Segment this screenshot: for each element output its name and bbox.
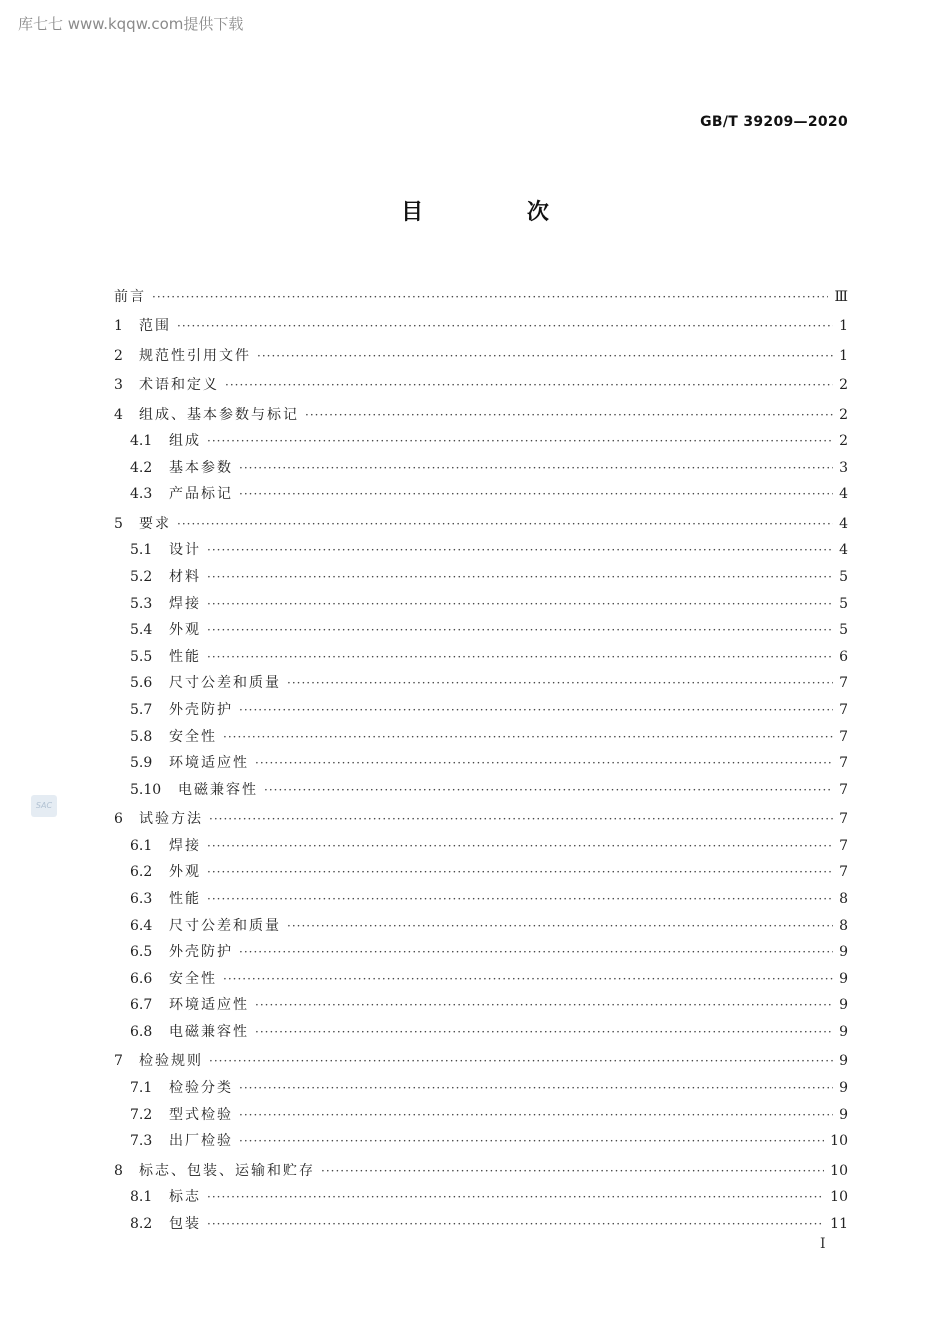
page-title: 目 次 [401,200,597,225]
toc-entry[interactable] [114,772,848,799]
toc-entry-number: 6.4 [130,917,153,934]
toc-entry[interactable] [114,586,848,613]
toc-entry[interactable] [114,477,848,504]
toc-entry-page: 7 [839,728,848,745]
toc-leader-dots [207,1215,824,1233]
table-of-contents [114,276,848,1233]
toc-entry-page: 2 [839,406,848,423]
toc-entry-number: 5.2 [130,568,153,585]
toc-entry-number: 3 [114,377,123,393]
toc-leader-dots [207,837,833,855]
toc-entry-label: 安全性 [169,728,217,745]
toc-entry-page: 9 [839,944,848,961]
toc-entry-label: 检验分类 [169,1080,233,1097]
toc-leader-dots [239,1106,833,1124]
toc-entry-number: 5.1 [130,542,153,559]
toc-leader-dots [223,728,833,746]
toc-entry-label: 型式检验 [169,1106,233,1123]
toc-entry-page: 9 [839,1053,848,1070]
toc-entry-page: 7 [839,755,848,772]
toc-entry-label: 焊接 [169,837,201,854]
toc-entry-number: 5.7 [130,701,153,718]
toc-entry-number: 6.2 [130,864,153,881]
toc-entry-label: 标志 [169,1189,201,1206]
toc-entry-number: 5.9 [130,755,153,772]
toc-entry-label: 环境适应性 [169,997,249,1014]
sac-logo: SAC [31,795,57,817]
toc-entry[interactable] [114,961,848,988]
toc-entry[interactable] [114,855,848,882]
toc-entry[interactable] [114,450,848,477]
toc-entry-page: Ⅲ [834,288,848,305]
toc-entry-page: 3 [839,459,848,476]
toc-entry[interactable] [114,746,848,773]
toc-entry-label: 外观 [169,864,201,881]
toc-entry-number: 6.1 [130,837,153,854]
toc-entry-number: 6.7 [130,997,153,1014]
toc-entry-page: 2 [839,433,848,450]
toc-entry[interactable] [114,503,848,533]
toc-leader-dots [321,1162,824,1180]
toc-entry-number: 1 [114,318,123,334]
toc-entry-page: 10 [830,1189,848,1206]
toc-entry[interactable] [114,424,848,451]
toc-entry-number: 7.2 [130,1106,153,1123]
toc-entry-number: 6.8 [130,1023,153,1040]
toc-entry-number: 6 [114,811,123,828]
toc-leader-dots [207,432,833,450]
toc-entry-label: 尺寸公差和质量 [169,917,281,934]
toc-leader-dots [177,317,833,335]
toc-entry-page: 8 [839,917,848,934]
toc-entry-page: 5 [839,568,848,585]
toc-entry-label: 安全性 [169,970,217,987]
toc-leader-dots [225,376,833,394]
toc-entry-page: 6 [839,648,848,665]
toc-entry-number: 7.3 [130,1133,153,1150]
toc-entry-number: 5.3 [130,595,153,612]
toc-leader-dots [239,459,833,477]
toc-entry-page: 10 [830,1133,848,1150]
toc-entry-label: 尺寸公差和质量 [169,675,281,692]
toc-entry-page: 1 [839,347,848,364]
toc-leader-dots [264,781,833,799]
toc-entry[interactable] [114,306,848,336]
toc-entry-page: 7 [839,811,848,828]
toc-entry-label: 外壳防护 [169,944,233,961]
toc-entry-label: 检验规则 [139,1053,203,1070]
toc-entry[interactable] [114,1124,848,1151]
toc-leader-dots [287,674,833,692]
toc-entry-page: 4 [839,486,848,503]
toc-entry-label: 范围 [139,318,171,334]
toc-entry-page: 4 [839,515,848,532]
toc-leader-dots [207,568,833,586]
toc-entry-number: 8.1 [130,1189,153,1206]
toc-entry-label: 要求 [139,515,171,532]
toc-entry[interactable] [114,365,848,395]
toc-leader-dots [255,754,833,772]
toc-leader-dots [287,917,833,935]
toc-entry-label: 材料 [169,568,201,585]
page-number: I [820,1236,826,1252]
toc-entry-label: 组成 [169,433,201,450]
toc-entry-number: 5.8 [130,728,153,745]
toc-entry-number: 8 [114,1162,123,1179]
toc-entry-label: 环境适应性 [169,755,249,772]
toc-entry-page: 9 [839,970,848,987]
toc-leader-dots [223,970,833,988]
toc-leader-dots [207,890,833,908]
toc-leader-dots [239,943,833,961]
toc-entry-page: 9 [839,997,848,1014]
toc-entry-label: 电磁兼容性 [169,1023,249,1040]
toc-leader-dots [152,288,828,306]
toc-entry-label: 试验方法 [139,811,203,828]
toc-entry[interactable] [114,1180,848,1207]
toc-leader-dots [255,1023,833,1041]
toc-entry-label: 基本参数 [169,459,233,476]
toc-entry-page: 7 [839,837,848,854]
toc-entry-number: 4.3 [130,486,153,503]
toc-entry[interactable] [114,828,848,855]
toc-entry-number: 8.2 [130,1215,153,1232]
toc-entry-number: 4 [114,406,123,423]
toc-entry[interactable] [114,1150,848,1180]
toc-leader-dots [207,863,833,881]
standard-code: GB/T 39209—2020 [700,114,848,130]
toc-entry-label: 规范性引用文件 [139,347,251,364]
toc-entry-number: 5.6 [130,675,153,692]
toc-entry-label: 前言 [114,288,146,305]
toc-entry-label: 性能 [169,891,201,907]
toc-entry[interactable] [114,533,848,560]
toc-entry[interactable] [114,692,848,719]
toc-entry-page: 9 [839,1106,848,1123]
toc-entry-page: 9 [839,1023,848,1040]
toc-leader-dots [207,595,833,613]
toc-entry[interactable] [114,908,848,935]
toc-leader-dots [239,701,833,719]
toc-entry-page: 7 [839,675,848,692]
toc-entry-label: 电磁兼容性 [178,781,258,798]
toc-entry[interactable] [114,881,848,908]
toc-entry-label: 术语和定义 [139,377,219,393]
toc-leader-dots [239,1132,824,1150]
toc-entry-label: 设计 [169,542,201,559]
toc-entry[interactable] [114,394,848,424]
toc-leader-dots [209,1052,833,1070]
toc-entry-page: 7 [839,701,848,718]
toc-leader-dots [207,621,833,639]
toc-entry-label: 产品标记 [169,486,233,503]
toc-entry[interactable] [114,639,848,666]
toc-entry-number: 7.1 [130,1080,153,1097]
toc-leader-dots [207,1188,824,1206]
toc-leader-dots [239,1079,833,1097]
toc-entry[interactable] [114,335,848,365]
toc-leader-dots [257,347,833,365]
toc-entry-number: 5 [114,515,123,532]
toc-entry-number: 5.10 [130,781,162,798]
toc-entry-label: 外观 [169,622,201,639]
toc-entry-number: 4.1 [130,433,153,450]
toc-leader-dots [209,810,833,828]
toc-entry-page: 1 [839,318,848,334]
toc-entry-number: 5.4 [130,622,153,639]
toc-leader-dots [239,485,833,503]
toc-entry[interactable] [114,1206,848,1233]
toc-entry[interactable] [114,935,848,962]
toc-leader-dots [207,648,833,666]
toc-entry-number: 4.2 [130,459,153,476]
toc-entry-number: 6.5 [130,944,153,961]
toc-entry[interactable] [114,1070,848,1097]
toc-leader-dots [177,515,833,533]
toc-entry-number: 7 [114,1053,123,1070]
toc-entry[interactable] [114,559,848,586]
toc-entry[interactable] [114,988,848,1015]
toc-entry-number: 5.5 [130,648,153,665]
toc-entry-page: 9 [839,1080,848,1097]
toc-entry-number: 6.6 [130,970,153,987]
toc-entry[interactable] [114,666,848,693]
toc-leader-dots [305,406,833,424]
toc-leader-dots [255,996,833,1014]
toc-entry[interactable] [114,1014,848,1041]
toc-entry-label: 标志、包装、运输和贮存 [139,1162,315,1179]
toc-entry-number: 6.3 [130,891,153,907]
toc-entry-page: 7 [839,864,848,881]
toc-entry-label: 组成、基本参数与标记 [139,406,299,423]
toc-entry-page: 7 [839,781,848,798]
toc-entry-label: 外壳防护 [169,701,233,718]
toc-entry[interactable] [114,719,848,746]
watermark-text: 库七七 www.kqqw.com提供下载 [18,15,244,33]
toc-leader-dots [207,541,833,559]
toc-entry-label: 性能 [169,648,201,665]
toc-entry-label: 焊接 [169,595,201,612]
toc-entry[interactable] [114,1097,848,1124]
toc-entry-page: 2 [839,377,848,393]
toc-entry[interactable] [114,799,848,829]
toc-entry-number: 2 [114,347,123,364]
toc-entry-page: 4 [839,542,848,559]
toc-entry-page: 11 [830,1215,848,1232]
toc-entry-page: 5 [839,595,848,612]
toc-entry-page: 10 [830,1162,848,1179]
toc-entry[interactable] [114,1041,848,1071]
toc-entry-label: 出厂检验 [169,1133,233,1150]
toc-entry[interactable] [114,613,848,640]
toc-entry-page: 8 [839,891,848,907]
toc-entry[interactable] [114,276,848,306]
toc-entry-label: 包装 [169,1215,201,1232]
toc-entry-page: 5 [839,622,848,639]
